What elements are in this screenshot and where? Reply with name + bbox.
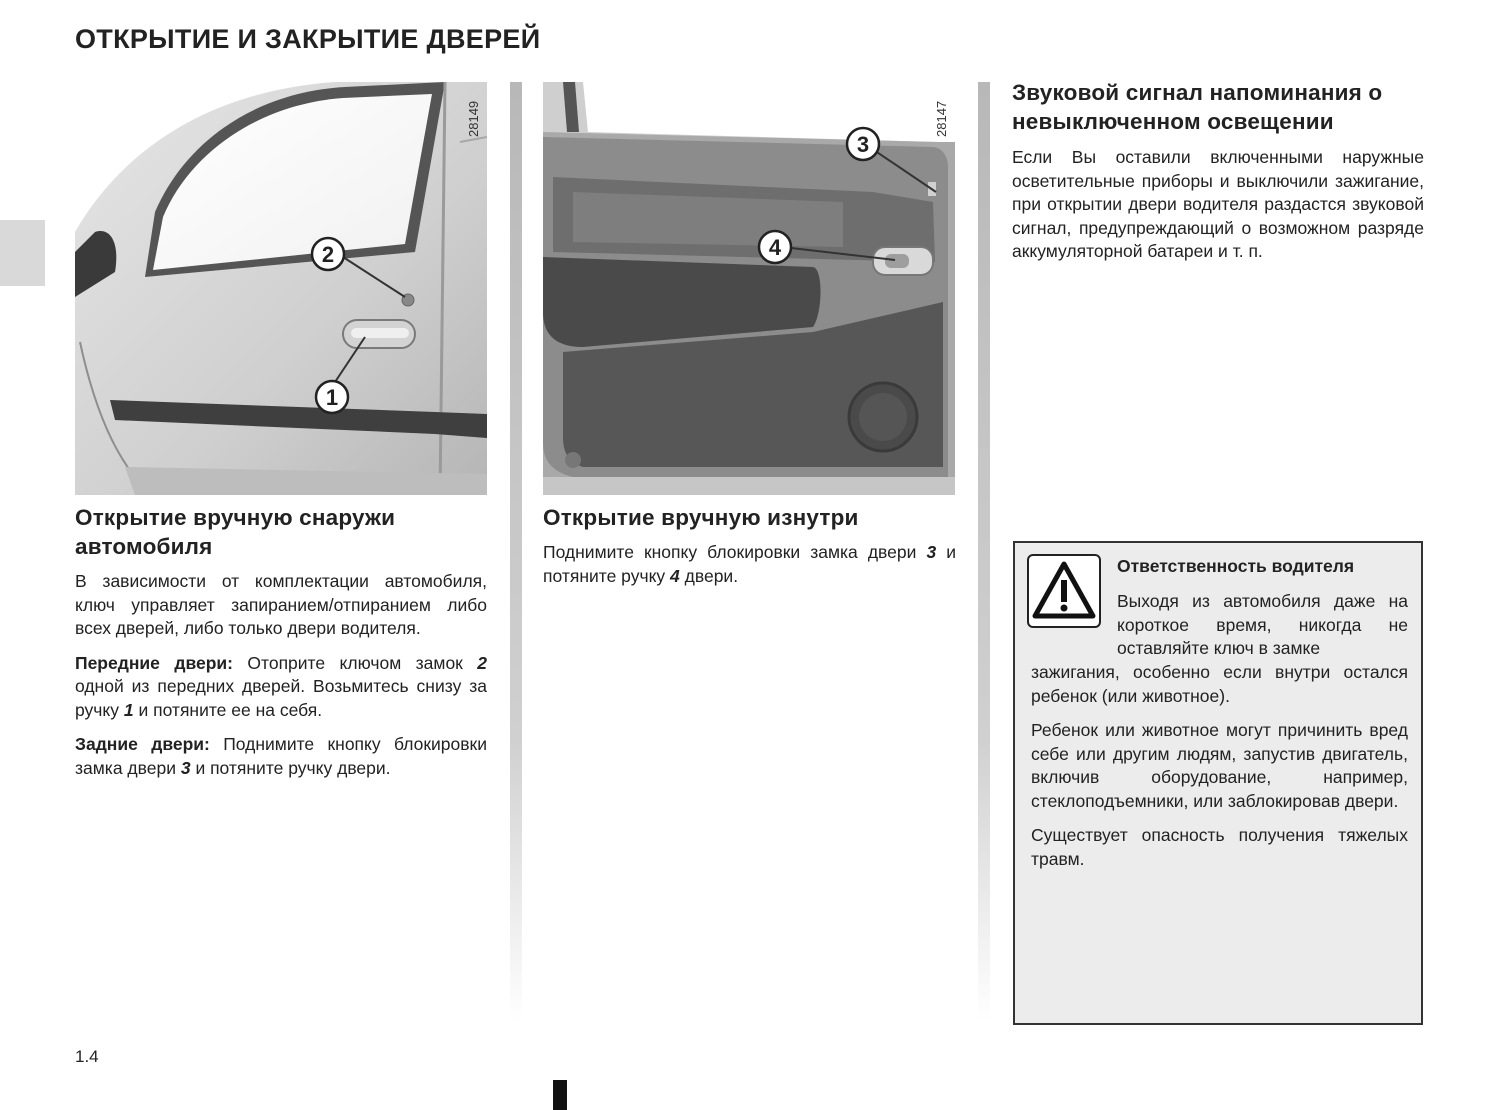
callout-2-label: 2 bbox=[321, 242, 335, 267]
heading-lights-reminder: Звуковой сигнал напоминания о невыключенном освещении bbox=[1012, 80, 1383, 134]
interior-text-c: двери. bbox=[679, 565, 739, 586]
label-front-doors: Передние двери: bbox=[75, 652, 233, 673]
ref-handle-4: 4 bbox=[670, 565, 680, 586]
figure-number-left: 28149 bbox=[466, 100, 481, 137]
rear-doors-text-a: Поднимите кнопку блокировки замка двери bbox=[75, 734, 487, 778]
warning-box bbox=[1013, 541, 1423, 1025]
ref-button-3-interior: 3 bbox=[926, 542, 937, 562]
page-number: 1.4 bbox=[75, 1047, 99, 1066]
figure-exterior-door bbox=[75, 82, 487, 495]
warning-text-top bbox=[1117, 590, 1408, 661]
label-rear-doors: Задние двери: bbox=[75, 734, 210, 754]
column-3-text bbox=[1012, 146, 1424, 264]
paragraph-interior-opening bbox=[543, 541, 956, 588]
heading-interior-opening: Открытие вручную изнутри bbox=[543, 505, 859, 530]
figure-interior-door bbox=[543, 82, 956, 495]
ref-button-3: 3 bbox=[180, 757, 191, 778]
warning-paragraph-1-top: Выходя из автомобиля даже на короткое время, никогда не оставляйте ключ в замке bbox=[1117, 591, 1408, 658]
warning-text-body bbox=[1031, 661, 1408, 871]
interior-door-illustration bbox=[543, 82, 956, 495]
exterior-door-illustration bbox=[75, 82, 487, 495]
column-1-text bbox=[75, 570, 487, 780]
callout-4-label: 4 bbox=[768, 235, 782, 260]
warning-paragraph-2: Ребенок или животное могут причинить вред себе или другим людям, запустив двигатель, включив оборудование, например, стеклоподъемники, или заблокировав двери. bbox=[1031, 720, 1408, 811]
front-doors-text-c: и потяните ее на себя. bbox=[133, 699, 323, 720]
callout-1-label: 1 bbox=[325, 385, 339, 410]
column-divider-right bbox=[978, 82, 990, 1022]
front-doors-text-a: Отоприте ключом замок bbox=[232, 652, 478, 673]
paragraph-lights-reminder: Если Вы оставили включенными наружные осветительные приборы и выключили зажигание, при открытии двери водителя раздастся звуковой сигнал, предупреждающий о возможном разряде аккумуляторной батареи и т. п. bbox=[1012, 147, 1424, 261]
footer-marker bbox=[553, 1080, 567, 1110]
column-divider-left bbox=[510, 82, 522, 1022]
heading-exterior-opening: Открытие вручную снаружи автомобиля bbox=[75, 505, 396, 559]
section-tab-marker bbox=[0, 220, 45, 286]
page-title: ОТКРЫТИЕ И ЗАКРЫТИЕ ДВЕРЕЙ bbox=[75, 24, 541, 54]
paragraph-key-control: В зависимости от комплектации автомобиля, ключ управляет запиранием/отпиранием либо всех дверей, либо только двери водителя. bbox=[75, 571, 487, 638]
warning-paragraph-1-rest: зажигания, особенно если внутри остался ребенок (или животное). bbox=[1031, 662, 1408, 706]
ref-lock-2: 2 bbox=[477, 652, 487, 673]
column-2-text bbox=[543, 541, 956, 588]
interior-text-b: и потяните ручку bbox=[543, 542, 956, 586]
warning-paragraph-3: Существует опасность получения тяжелых травм. bbox=[1031, 825, 1408, 869]
ref-handle-1: 1 bbox=[123, 699, 134, 720]
front-doors-text-b: одной из передних дверей. Возьмитесь снизу за ручку bbox=[75, 676, 487, 720]
rear-doors-text-b: и потяните ручку двери. bbox=[190, 757, 391, 778]
warning-icon-frame bbox=[1027, 554, 1101, 628]
paragraph-rear-doors bbox=[75, 733, 487, 780]
callout-3-label: 3 bbox=[856, 132, 870, 157]
interior-text-a: Поднимите кнопку блокировки замка двери bbox=[543, 542, 927, 562]
paragraph-front-doors bbox=[75, 652, 487, 723]
warning-title: Ответственность водителя bbox=[1117, 556, 1355, 576]
warning-triangle-icon bbox=[1029, 556, 1099, 626]
figure-number-middle: 28147 bbox=[934, 100, 949, 137]
